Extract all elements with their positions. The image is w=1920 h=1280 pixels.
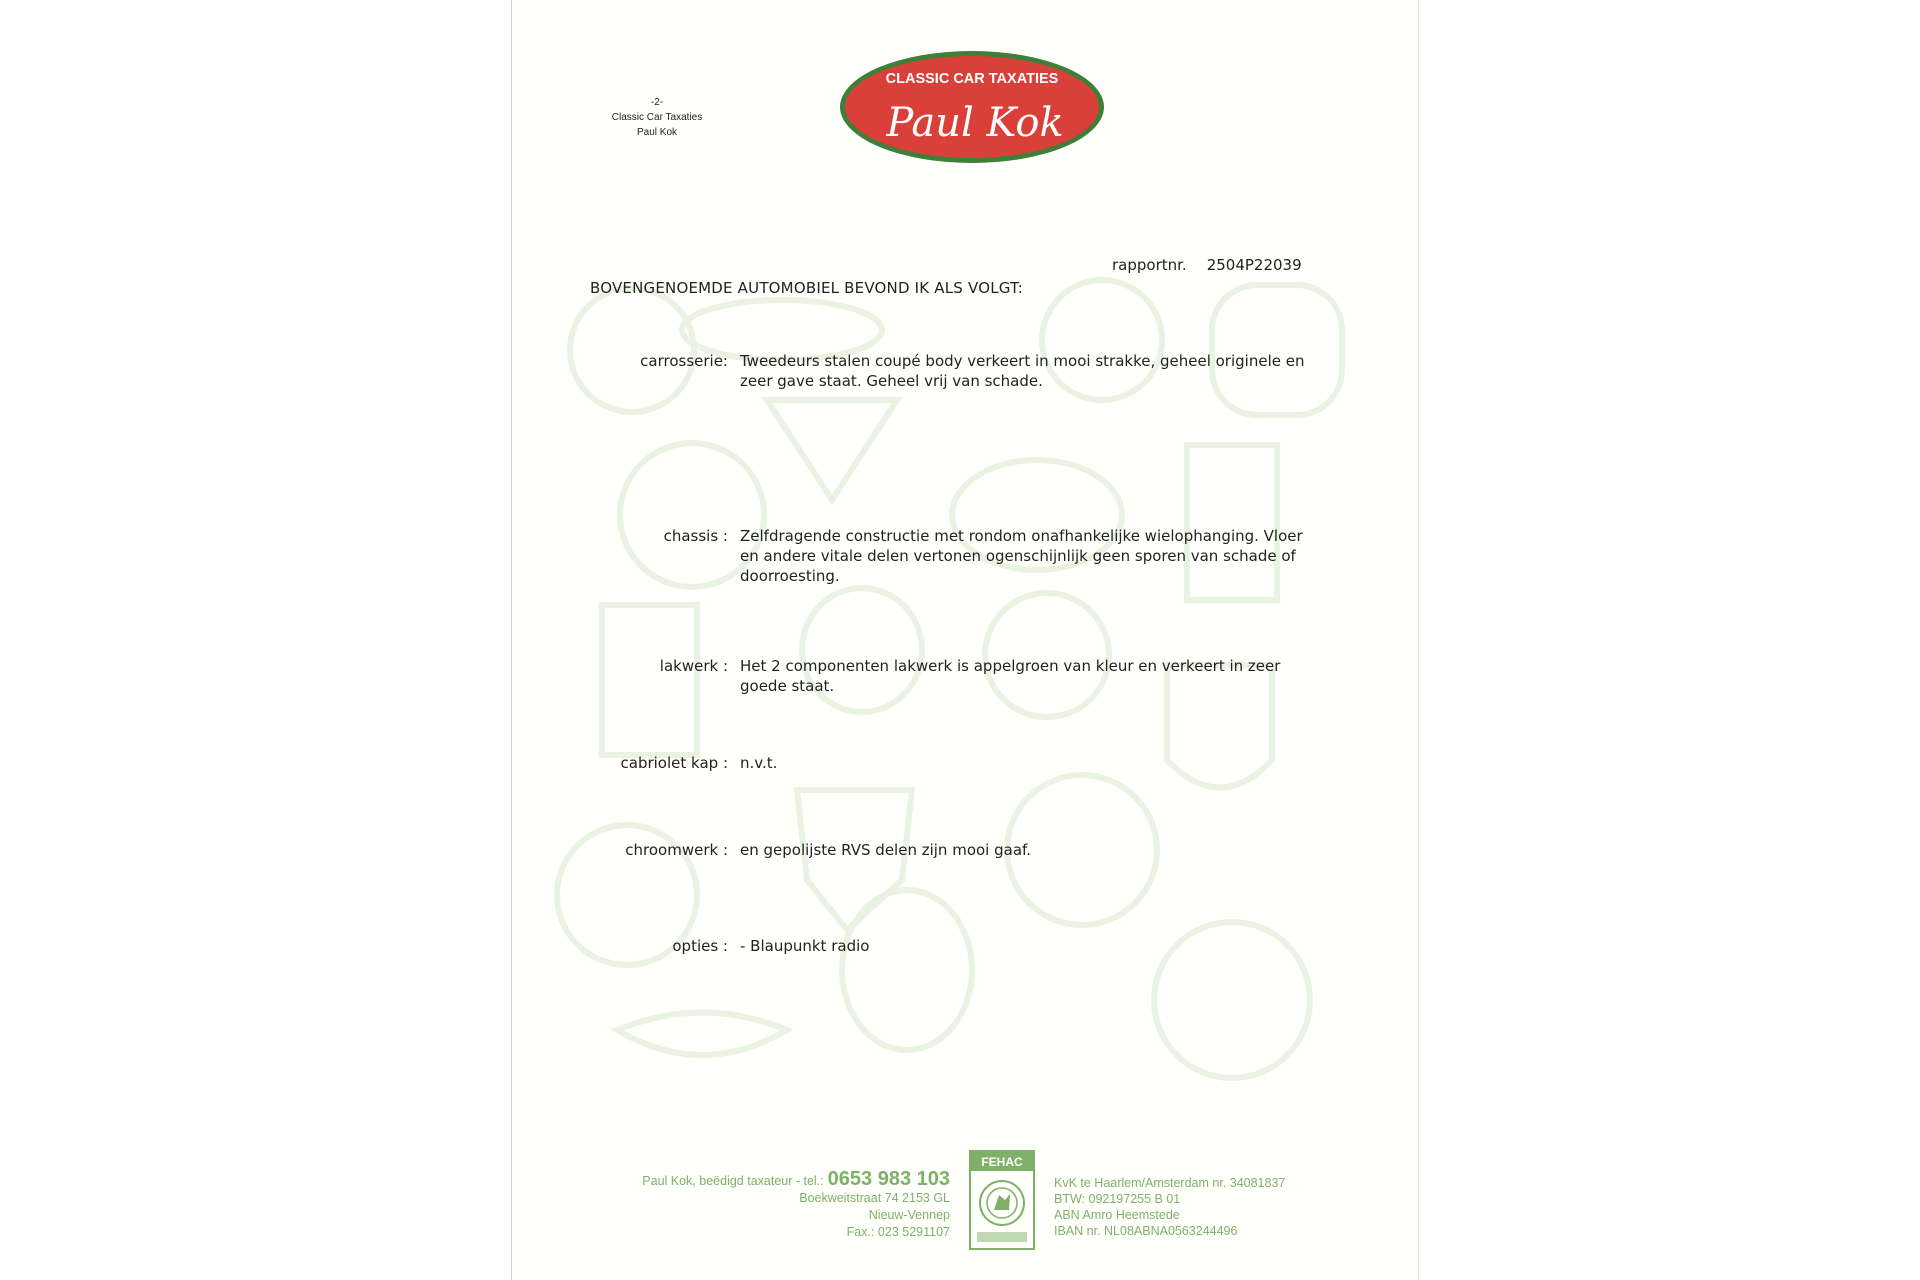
- footer-phone: 0653 983 103: [827, 1168, 950, 1190]
- document-page: [511, 0, 1419, 1280]
- report-number: [1112, 256, 1302, 274]
- footer-kvk: KvK te Haarlem/Amsterdam nr. 34081837: [1054, 1176, 1286, 1190]
- section-value: en gepolijste RVS delen zijn mooi gaaf.: [740, 841, 1031, 859]
- section-value: Het 2 componenten lakwerk is appelgroen van kleur en verkeert in zeer goede staat.: [740, 657, 1281, 695]
- footer-registration: [1054, 1175, 1285, 1239]
- footer-contact: [642, 1168, 950, 1241]
- logo-top-text: CLASSIC CAR TAXATIES: [885, 71, 1059, 87]
- section-label: cabriolet kap :: [620, 754, 728, 772]
- footer-btw: BTW: 092197255 B 01: [1054, 1192, 1181, 1206]
- section-label: chroomwerk :: [625, 841, 728, 859]
- footer-address2: Nieuw-Vennep: [868, 1208, 950, 1222]
- report-number-label: rapportnr.: [1112, 256, 1187, 274]
- company-logo: [837, 48, 1107, 166]
- section-value: Zelfdragende constructie met rondom onafhankelijke wielophanging. Vloer en andere vitale delen vertonen ogenschijnlijk geen sporen van schade of doorroesting.: [740, 527, 1303, 585]
- footer-address1: Boekweitstraat 74 2153 GL: [799, 1191, 950, 1205]
- fehac-label: FEHAC: [981, 1155, 1023, 1169]
- section-label: opties :: [672, 937, 728, 955]
- company-name-line1: Classic Car Taxaties: [611, 112, 703, 123]
- watermark-logos: [512, 0, 1418, 1280]
- intro-heading: BOVENGENOEMDE AUTOMOBIEL BEVOND IK ALS VOLGT:: [590, 279, 1024, 297]
- report-number-value: 2504P22039: [1206, 256, 1302, 274]
- section-value: Tweedeurs stalen coupé body verkeert in mooi strakke, geheel originele en zeer gave staat. Geheel vrij van schade.: [740, 352, 1305, 390]
- page-number: -2-: [650, 97, 664, 108]
- footer-fax: Fax.: 023 5291107: [846, 1225, 950, 1239]
- footer-bank: ABN Amro Heemstede: [1054, 1208, 1180, 1222]
- section-label: lakwerk :: [659, 657, 728, 675]
- company-name-line2: Paul Kok: [636, 127, 678, 138]
- letterhead-footer: [512, 1145, 1418, 1255]
- page-header-small: [587, 95, 727, 140]
- section-value: - Blaupunkt radio: [740, 937, 870, 955]
- logo-script-text: Paul Kok: [886, 100, 1064, 146]
- section-value: n.v.t.: [740, 754, 778, 772]
- footer-iban: IBAN nr. NL08ABNA0563244496: [1054, 1224, 1238, 1238]
- fehac-badge: [969, 1150, 1035, 1250]
- footer-name-line: Paul Kok, beëdigd taxateur - tel.:: [642, 1174, 824, 1188]
- section-label: chassis :: [663, 527, 728, 545]
- section-label: carrosserie:: [640, 352, 728, 370]
